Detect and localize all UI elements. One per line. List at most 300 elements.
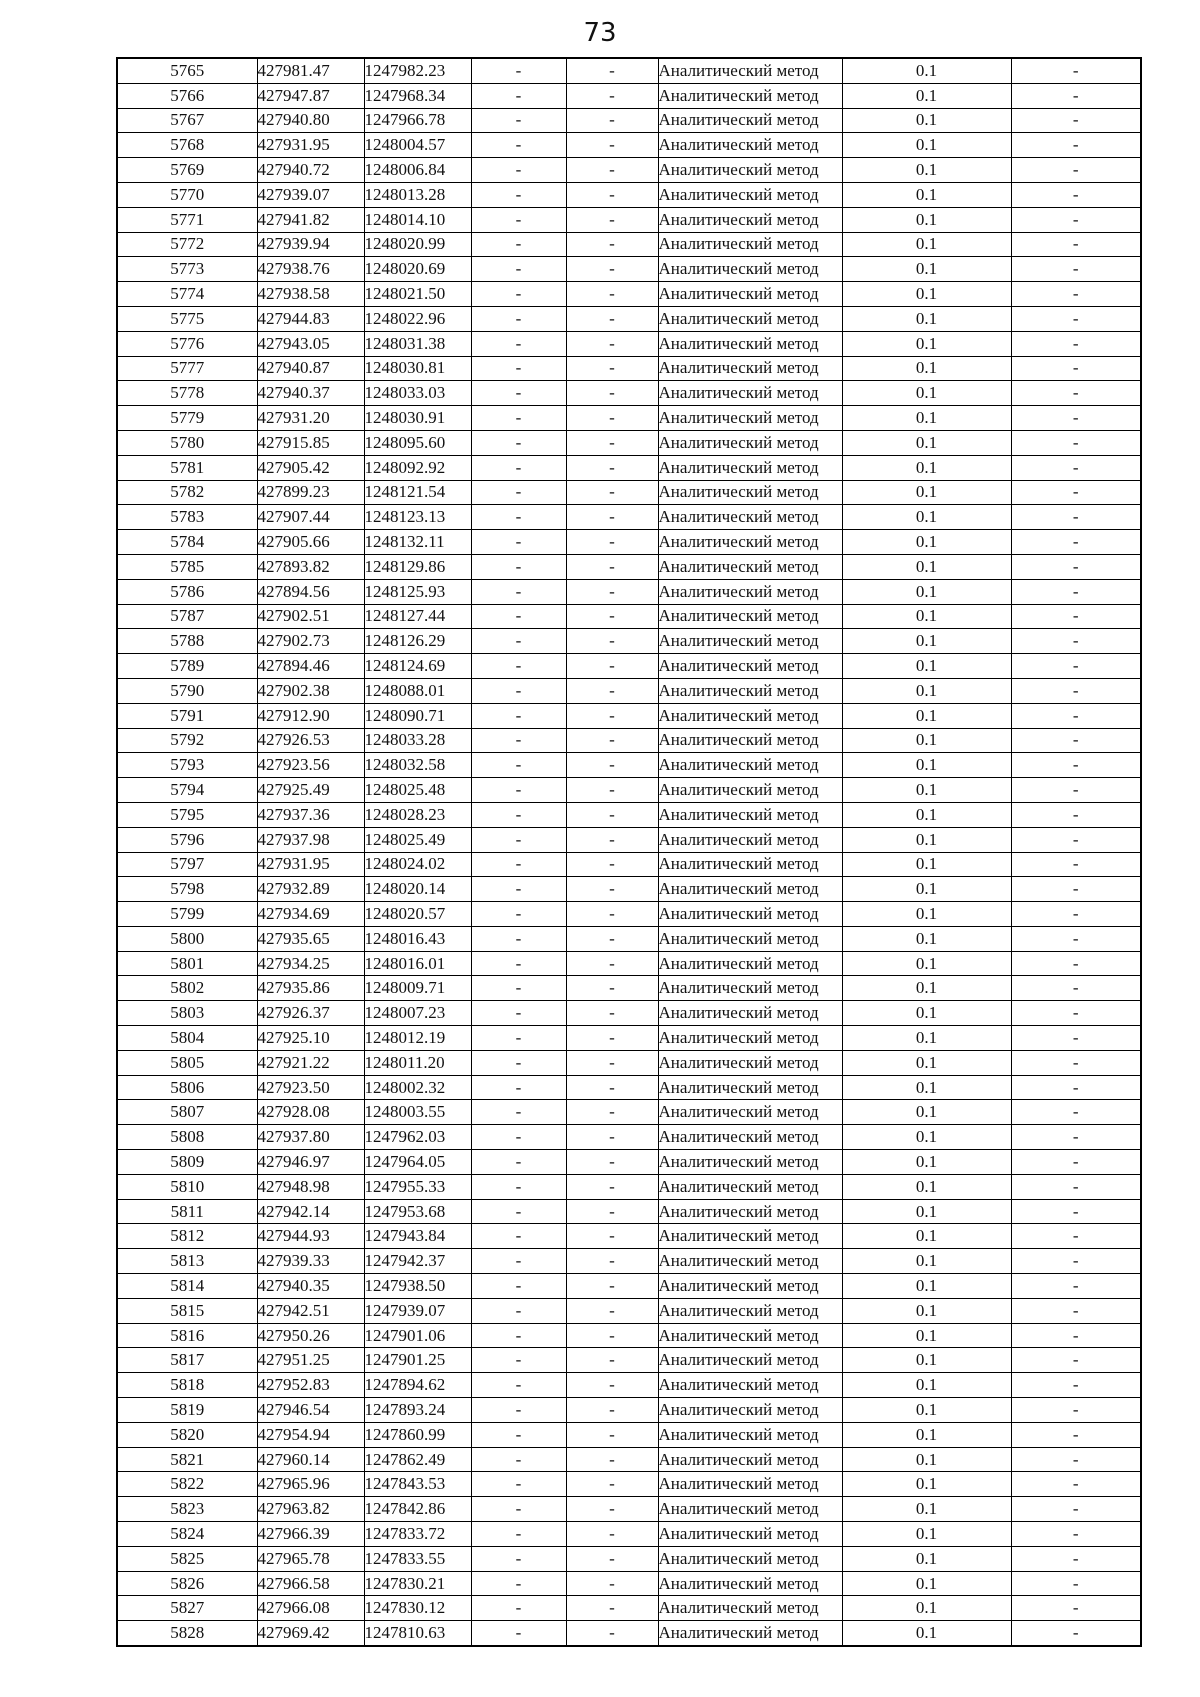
- table-row: [117, 1026, 1141, 1051]
- empty-value-cell: -: [471, 1323, 566, 1348]
- point-number-cell: 5791: [117, 703, 257, 728]
- empty-value-cell: -: [471, 1422, 566, 1447]
- empty-value-cell: -: [566, 1075, 658, 1100]
- accuracy-cell: 0.1: [842, 1621, 1011, 1646]
- y-coordinate-cell: 1247966.78: [364, 108, 471, 133]
- empty-value-cell: -: [1011, 554, 1141, 579]
- table-row: [117, 207, 1141, 232]
- accuracy-cell: 0.1: [842, 1174, 1011, 1199]
- method-cell: Аналитический метод: [658, 58, 842, 83]
- method-cell: Аналитический метод: [658, 1174, 842, 1199]
- point-number-cell: 5807: [117, 1100, 257, 1125]
- empty-value-cell: -: [1011, 406, 1141, 431]
- x-coordinate-cell: 427942.14: [257, 1199, 364, 1224]
- empty-value-cell: -: [471, 182, 566, 207]
- method-cell: Аналитический метод: [658, 1050, 842, 1075]
- point-number-cell: 5783: [117, 505, 257, 530]
- y-coordinate-cell: 1247938.50: [364, 1274, 471, 1299]
- method-cell: Аналитический метод: [658, 505, 842, 530]
- empty-value-cell: -: [1011, 827, 1141, 852]
- method-cell: Аналитический метод: [658, 1298, 842, 1323]
- table-row: [117, 1596, 1141, 1621]
- empty-value-cell: -: [1011, 1546, 1141, 1571]
- method-cell: Аналитический метод: [658, 604, 842, 629]
- table-row: [117, 753, 1141, 778]
- point-number-cell: 5819: [117, 1398, 257, 1423]
- table-row: [117, 108, 1141, 133]
- accuracy-cell: 0.1: [842, 926, 1011, 951]
- accuracy-cell: 0.1: [842, 1398, 1011, 1423]
- empty-value-cell: -: [566, 1125, 658, 1150]
- empty-value-cell: -: [566, 1497, 658, 1522]
- empty-value-cell: -: [566, 1373, 658, 1398]
- y-coordinate-cell: 1247901.06: [364, 1323, 471, 1348]
- empty-value-cell: -: [471, 505, 566, 530]
- empty-value-cell: -: [1011, 1249, 1141, 1274]
- empty-value-cell: -: [1011, 654, 1141, 679]
- empty-value-cell: -: [566, 232, 658, 257]
- method-cell: Аналитический метод: [658, 1348, 842, 1373]
- empty-value-cell: -: [566, 1398, 658, 1423]
- point-number-cell: 5806: [117, 1075, 257, 1100]
- empty-value-cell: -: [1011, 158, 1141, 183]
- table-row: [117, 1497, 1141, 1522]
- empty-value-cell: -: [471, 133, 566, 158]
- point-number-cell: 5802: [117, 976, 257, 1001]
- empty-value-cell: -: [1011, 232, 1141, 257]
- empty-value-cell: -: [566, 505, 658, 530]
- empty-value-cell: -: [471, 108, 566, 133]
- empty-value-cell: -: [471, 1224, 566, 1249]
- y-coordinate-cell: 1248030.81: [364, 356, 471, 381]
- empty-value-cell: -: [471, 331, 566, 356]
- empty-value-cell: -: [566, 207, 658, 232]
- empty-value-cell: -: [566, 133, 658, 158]
- point-number-cell: 5828: [117, 1621, 257, 1646]
- table-row: [117, 356, 1141, 381]
- table-row: [117, 232, 1141, 257]
- table-row: [117, 629, 1141, 654]
- x-coordinate-cell: 427941.82: [257, 207, 364, 232]
- x-coordinate-cell: 427946.97: [257, 1150, 364, 1175]
- y-coordinate-cell: 1248006.84: [364, 158, 471, 183]
- empty-value-cell: -: [471, 976, 566, 1001]
- empty-value-cell: -: [471, 1150, 566, 1175]
- empty-value-cell: -: [471, 1075, 566, 1100]
- x-coordinate-cell: 427946.54: [257, 1398, 364, 1423]
- table-row: [117, 1274, 1141, 1299]
- y-coordinate-cell: 1248020.14: [364, 877, 471, 902]
- empty-value-cell: -: [471, 1298, 566, 1323]
- method-cell: Аналитический метод: [658, 1075, 842, 1100]
- x-coordinate-cell: 427963.82: [257, 1497, 364, 1522]
- empty-value-cell: -: [471, 232, 566, 257]
- y-coordinate-cell: 1248004.57: [364, 133, 471, 158]
- y-coordinate-cell: 1248125.93: [364, 579, 471, 604]
- empty-value-cell: -: [566, 1174, 658, 1199]
- empty-value-cell: -: [1011, 778, 1141, 803]
- table-row: [117, 778, 1141, 803]
- empty-value-cell: -: [1011, 951, 1141, 976]
- empty-value-cell: -: [1011, 83, 1141, 108]
- x-coordinate-cell: 427935.65: [257, 926, 364, 951]
- table-row: [117, 133, 1141, 158]
- method-cell: Аналитический метод: [658, 1125, 842, 1150]
- empty-value-cell: -: [471, 1621, 566, 1646]
- method-cell: Аналитический метод: [658, 1422, 842, 1447]
- empty-value-cell: -: [471, 1199, 566, 1224]
- empty-value-cell: -: [471, 604, 566, 629]
- x-coordinate-cell: 427915.85: [257, 430, 364, 455]
- x-coordinate-cell: 427926.53: [257, 728, 364, 753]
- empty-value-cell: -: [1011, 1100, 1141, 1125]
- table-row: [117, 579, 1141, 604]
- y-coordinate-cell: 1248002.32: [364, 1075, 471, 1100]
- empty-value-cell: -: [1011, 207, 1141, 232]
- empty-value-cell: -: [566, 1472, 658, 1497]
- empty-value-cell: -: [1011, 802, 1141, 827]
- x-coordinate-cell: 427940.35: [257, 1274, 364, 1299]
- method-cell: Аналитический метод: [658, 1571, 842, 1596]
- point-number-cell: 5809: [117, 1150, 257, 1175]
- empty-value-cell: -: [1011, 728, 1141, 753]
- method-cell: Аналитический метод: [658, 802, 842, 827]
- y-coordinate-cell: 1248012.19: [364, 1026, 471, 1051]
- accuracy-cell: 0.1: [842, 753, 1011, 778]
- table-row: [117, 902, 1141, 927]
- empty-value-cell: -: [471, 1497, 566, 1522]
- point-number-cell: 5778: [117, 381, 257, 406]
- empty-value-cell: -: [471, 1001, 566, 1026]
- empty-value-cell: -: [471, 852, 566, 877]
- point-number-cell: 5827: [117, 1596, 257, 1621]
- table-row: [117, 703, 1141, 728]
- empty-value-cell: -: [1011, 133, 1141, 158]
- method-cell: Аналитический метод: [658, 1001, 842, 1026]
- x-coordinate-cell: 427925.10: [257, 1026, 364, 1051]
- accuracy-cell: 0.1: [842, 530, 1011, 555]
- empty-value-cell: -: [471, 1546, 566, 1571]
- method-cell: Аналитический метод: [658, 158, 842, 183]
- table-row: [117, 530, 1141, 555]
- y-coordinate-cell: 1247953.68: [364, 1199, 471, 1224]
- method-cell: Аналитический метод: [658, 629, 842, 654]
- empty-value-cell: -: [566, 1026, 658, 1051]
- accuracy-cell: 0.1: [842, 1298, 1011, 1323]
- accuracy-cell: 0.1: [842, 802, 1011, 827]
- accuracy-cell: 0.1: [842, 406, 1011, 431]
- x-coordinate-cell: 427923.56: [257, 753, 364, 778]
- table-row: [117, 455, 1141, 480]
- accuracy-cell: 0.1: [842, 852, 1011, 877]
- page-number: 73: [583, 18, 617, 48]
- table-row: [117, 827, 1141, 852]
- accuracy-cell: 0.1: [842, 1274, 1011, 1299]
- point-number-cell: 5794: [117, 778, 257, 803]
- empty-value-cell: -: [471, 877, 566, 902]
- empty-value-cell: -: [1011, 1001, 1141, 1026]
- empty-value-cell: -: [1011, 356, 1141, 381]
- table-row: [117, 1075, 1141, 1100]
- point-number-cell: 5785: [117, 554, 257, 579]
- point-number-cell: 5782: [117, 480, 257, 505]
- accuracy-cell: 0.1: [842, 58, 1011, 83]
- y-coordinate-cell: 1247893.24: [364, 1398, 471, 1423]
- empty-value-cell: -: [471, 703, 566, 728]
- empty-value-cell: -: [471, 1472, 566, 1497]
- accuracy-cell: 0.1: [842, 554, 1011, 579]
- empty-value-cell: -: [1011, 629, 1141, 654]
- method-cell: Аналитический метод: [658, 108, 842, 133]
- empty-value-cell: -: [471, 1373, 566, 1398]
- empty-value-cell: -: [471, 1050, 566, 1075]
- method-cell: Аналитический метод: [658, 1621, 842, 1646]
- x-coordinate-cell: 427954.94: [257, 1422, 364, 1447]
- empty-value-cell: -: [471, 629, 566, 654]
- empty-value-cell: -: [471, 554, 566, 579]
- x-coordinate-cell: 427934.69: [257, 902, 364, 927]
- table-row: [117, 852, 1141, 877]
- y-coordinate-cell: 1248129.86: [364, 554, 471, 579]
- point-number-cell: 5826: [117, 1571, 257, 1596]
- empty-value-cell: -: [566, 1001, 658, 1026]
- point-number-cell: 5816: [117, 1323, 257, 1348]
- table-row: [117, 58, 1141, 83]
- empty-value-cell: -: [471, 1274, 566, 1299]
- empty-value-cell: -: [471, 356, 566, 381]
- empty-value-cell: -: [471, 827, 566, 852]
- empty-value-cell: -: [471, 728, 566, 753]
- table-row: [117, 802, 1141, 827]
- method-cell: Аналитический метод: [658, 1373, 842, 1398]
- y-coordinate-cell: 1247842.86: [364, 1497, 471, 1522]
- y-coordinate-cell: 1248132.11: [364, 530, 471, 555]
- empty-value-cell: -: [471, 1348, 566, 1373]
- empty-value-cell: -: [566, 554, 658, 579]
- y-coordinate-cell: 1248031.38: [364, 331, 471, 356]
- empty-value-cell: -: [566, 480, 658, 505]
- empty-value-cell: -: [566, 629, 658, 654]
- accuracy-cell: 0.1: [842, 1571, 1011, 1596]
- y-coordinate-cell: 1248020.69: [364, 257, 471, 282]
- y-coordinate-cell: 1248013.28: [364, 182, 471, 207]
- table-row: [117, 1298, 1141, 1323]
- method-cell: Аналитический метод: [658, 1249, 842, 1274]
- accuracy-cell: 0.1: [842, 1472, 1011, 1497]
- accuracy-cell: 0.1: [842, 902, 1011, 927]
- method-cell: Аналитический метод: [658, 778, 842, 803]
- method-cell: Аналитический метод: [658, 654, 842, 679]
- empty-value-cell: -: [566, 1150, 658, 1175]
- empty-value-cell: -: [471, 83, 566, 108]
- y-coordinate-cell: 1247939.07: [364, 1298, 471, 1323]
- y-coordinate-cell: 1248126.29: [364, 629, 471, 654]
- method-cell: Аналитический метод: [658, 381, 842, 406]
- empty-value-cell: -: [1011, 1224, 1141, 1249]
- point-number-cell: 5800: [117, 926, 257, 951]
- empty-value-cell: -: [471, 1596, 566, 1621]
- empty-value-cell: -: [566, 802, 658, 827]
- table-row: [117, 406, 1141, 431]
- point-number-cell: 5824: [117, 1522, 257, 1547]
- empty-value-cell: -: [1011, 1274, 1141, 1299]
- empty-value-cell: -: [566, 579, 658, 604]
- y-coordinate-cell: 1248032.58: [364, 753, 471, 778]
- x-coordinate-cell: 427893.82: [257, 554, 364, 579]
- accuracy-cell: 0.1: [842, 1323, 1011, 1348]
- x-coordinate-cell: 427965.78: [257, 1546, 364, 1571]
- x-coordinate-cell: 427925.49: [257, 778, 364, 803]
- table-row: [117, 1249, 1141, 1274]
- accuracy-cell: 0.1: [842, 282, 1011, 307]
- x-coordinate-cell: 427912.90: [257, 703, 364, 728]
- empty-value-cell: -: [566, 1323, 658, 1348]
- x-coordinate-cell: 427948.98: [257, 1174, 364, 1199]
- x-coordinate-cell: 427940.87: [257, 356, 364, 381]
- point-number-cell: 5798: [117, 877, 257, 902]
- table-row: [117, 951, 1141, 976]
- accuracy-cell: 0.1: [842, 158, 1011, 183]
- empty-value-cell: -: [566, 1100, 658, 1125]
- method-cell: Аналитический метод: [658, 1224, 842, 1249]
- point-number-cell: 5777: [117, 356, 257, 381]
- y-coordinate-cell: 1248016.01: [364, 951, 471, 976]
- empty-value-cell: -: [471, 1249, 566, 1274]
- empty-value-cell: -: [566, 108, 658, 133]
- y-coordinate-cell: 1248121.54: [364, 480, 471, 505]
- empty-value-cell: -: [1011, 976, 1141, 1001]
- empty-value-cell: -: [471, 1398, 566, 1423]
- point-number-cell: 5786: [117, 579, 257, 604]
- y-coordinate-cell: 1247968.34: [364, 83, 471, 108]
- empty-value-cell: -: [1011, 1497, 1141, 1522]
- table-row: [117, 158, 1141, 183]
- empty-value-cell: -: [566, 381, 658, 406]
- point-number-cell: 5817: [117, 1348, 257, 1373]
- empty-value-cell: -: [1011, 1199, 1141, 1224]
- method-cell: Аналитический метод: [658, 1398, 842, 1423]
- accuracy-cell: 0.1: [842, 951, 1011, 976]
- method-cell: Аналитический метод: [658, 182, 842, 207]
- method-cell: Аналитический метод: [658, 133, 842, 158]
- method-cell: Аналитический метод: [658, 728, 842, 753]
- table-body: [117, 58, 1141, 1646]
- empty-value-cell: -: [1011, 282, 1141, 307]
- accuracy-cell: 0.1: [842, 1546, 1011, 1571]
- y-coordinate-cell: 1248009.71: [364, 976, 471, 1001]
- accuracy-cell: 0.1: [842, 1497, 1011, 1522]
- empty-value-cell: -: [471, 455, 566, 480]
- y-coordinate-cell: 1247843.53: [364, 1472, 471, 1497]
- point-number-cell: 5812: [117, 1224, 257, 1249]
- empty-value-cell: -: [471, 1174, 566, 1199]
- coordinates-table: [116, 57, 1142, 1647]
- table-row: [117, 1546, 1141, 1571]
- accuracy-cell: 0.1: [842, 232, 1011, 257]
- x-coordinate-cell: 427940.72: [257, 158, 364, 183]
- empty-value-cell: -: [1011, 331, 1141, 356]
- method-cell: Аналитический метод: [658, 579, 842, 604]
- empty-value-cell: -: [1011, 1621, 1141, 1646]
- empty-value-cell: -: [566, 1546, 658, 1571]
- accuracy-cell: 0.1: [842, 728, 1011, 753]
- accuracy-cell: 0.1: [842, 976, 1011, 1001]
- method-cell: Аналитический метод: [658, 1447, 842, 1472]
- empty-value-cell: -: [1011, 852, 1141, 877]
- x-coordinate-cell: 427905.66: [257, 530, 364, 555]
- method-cell: Аналитический метод: [658, 1323, 842, 1348]
- empty-value-cell: -: [566, 1224, 658, 1249]
- accuracy-cell: 0.1: [842, 1125, 1011, 1150]
- table-row: [117, 1398, 1141, 1423]
- point-number-cell: 5787: [117, 604, 257, 629]
- empty-value-cell: -: [1011, 381, 1141, 406]
- empty-value-cell: -: [566, 1621, 658, 1646]
- method-cell: Аналитический метод: [658, 976, 842, 1001]
- x-coordinate-cell: 427944.93: [257, 1224, 364, 1249]
- empty-value-cell: -: [566, 356, 658, 381]
- accuracy-cell: 0.1: [842, 678, 1011, 703]
- x-coordinate-cell: 427937.80: [257, 1125, 364, 1150]
- x-coordinate-cell: 427950.26: [257, 1323, 364, 1348]
- point-number-cell: 5766: [117, 83, 257, 108]
- table-row: [117, 1447, 1141, 1472]
- empty-value-cell: -: [1011, 1050, 1141, 1075]
- empty-value-cell: -: [566, 703, 658, 728]
- table-row: [117, 1150, 1141, 1175]
- empty-value-cell: -: [1011, 182, 1141, 207]
- empty-value-cell: -: [1011, 1323, 1141, 1348]
- point-number-cell: 5804: [117, 1026, 257, 1051]
- table-row: [117, 1522, 1141, 1547]
- table-row: [117, 1050, 1141, 1075]
- y-coordinate-cell: 1248033.03: [364, 381, 471, 406]
- method-cell: Аналитический метод: [658, 951, 842, 976]
- table-row: [117, 282, 1141, 307]
- method-cell: Аналитический метод: [658, 1546, 842, 1571]
- empty-value-cell: -: [471, 778, 566, 803]
- point-number-cell: 5821: [117, 1447, 257, 1472]
- accuracy-cell: 0.1: [842, 1249, 1011, 1274]
- empty-value-cell: -: [566, 1348, 658, 1373]
- y-coordinate-cell: 1247955.33: [364, 1174, 471, 1199]
- point-number-cell: 5792: [117, 728, 257, 753]
- method-cell: Аналитический метод: [658, 852, 842, 877]
- method-cell: Аналитический метод: [658, 406, 842, 431]
- empty-value-cell: -: [471, 1447, 566, 1472]
- x-coordinate-cell: 427939.94: [257, 232, 364, 257]
- empty-value-cell: -: [566, 1596, 658, 1621]
- empty-value-cell: -: [1011, 902, 1141, 927]
- accuracy-cell: 0.1: [842, 356, 1011, 381]
- method-cell: Аналитический метод: [658, 331, 842, 356]
- table-row: [117, 480, 1141, 505]
- empty-value-cell: -: [1011, 1150, 1141, 1175]
- empty-value-cell: -: [566, 331, 658, 356]
- point-number-cell: 5771: [117, 207, 257, 232]
- method-cell: Аналитический метод: [658, 430, 842, 455]
- accuracy-cell: 0.1: [842, 505, 1011, 530]
- point-number-cell: 5784: [117, 530, 257, 555]
- accuracy-cell: 0.1: [842, 83, 1011, 108]
- point-number-cell: 5799: [117, 902, 257, 927]
- empty-value-cell: -: [566, 1447, 658, 1472]
- point-number-cell: 5790: [117, 678, 257, 703]
- y-coordinate-cell: 1248090.71: [364, 703, 471, 728]
- x-coordinate-cell: 427934.25: [257, 951, 364, 976]
- table-row: [117, 554, 1141, 579]
- x-coordinate-cell: 427921.22: [257, 1050, 364, 1075]
